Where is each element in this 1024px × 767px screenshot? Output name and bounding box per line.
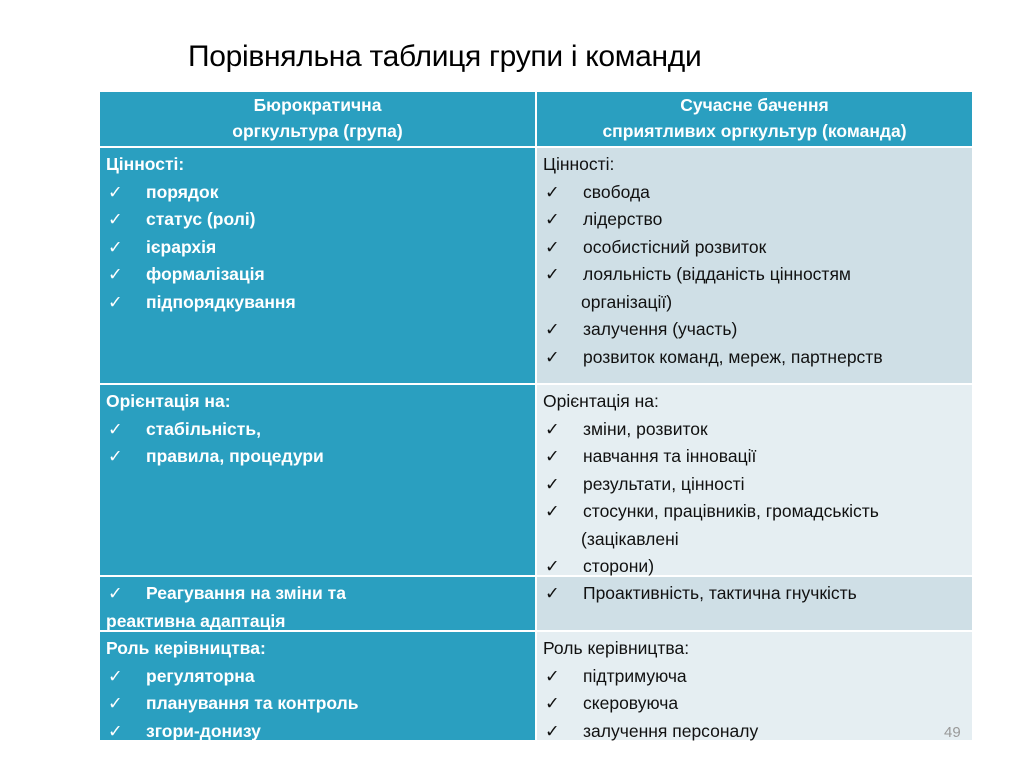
- list-item: [106, 718, 529, 746]
- check-icon: ✓: [545, 446, 560, 466]
- check-icon: ✓: [108, 236, 123, 257]
- check-icon: ✓: [108, 264, 123, 284]
- check-icon: ✓: [108, 693, 123, 713]
- list-item: [106, 690, 529, 718]
- item-text: підтримуюча: [583, 665, 687, 686]
- list-item: [106, 663, 529, 691]
- list-item: [543, 663, 966, 691]
- check-icon: ✓: [108, 720, 123, 741]
- item-continuation: організації): [581, 291, 673, 312]
- item-text: зміни, розвиток: [583, 418, 708, 439]
- item-text: стабільність,: [146, 418, 261, 439]
- item-continuation: (зацікавлені: [581, 528, 679, 549]
- item-text: особистісний розвиток: [583, 236, 767, 257]
- cell-reaction-left: [100, 577, 535, 630]
- row-heading: Цінності:: [106, 154, 185, 174]
- cell-orientation-left: [100, 385, 535, 575]
- list-item: [106, 443, 529, 471]
- table-row-management-role: [100, 632, 972, 740]
- check-icon: ✓: [545, 583, 560, 603]
- check-icon: ✓: [545, 418, 560, 439]
- check-icon: ✓: [545, 720, 560, 741]
- check-icon: ✓: [108, 583, 123, 603]
- table-row-reaction: [100, 577, 972, 630]
- row-heading: Орієнтація на:: [106, 391, 231, 411]
- list-item: [543, 316, 966, 344]
- item-continuation: реактивна адаптація: [106, 610, 286, 631]
- item-text: лідерство: [583, 209, 663, 229]
- item-text: навчання та інновації: [583, 446, 757, 466]
- list-item: [106, 206, 529, 234]
- header-left-line2: оргкультура (група): [232, 121, 403, 141]
- item-text: правила, процедури: [146, 446, 324, 466]
- list-item: [543, 498, 966, 526]
- item-text: залучення персоналу: [583, 720, 759, 741]
- row-heading: Цінності:: [543, 154, 615, 174]
- table-row-values: [100, 148, 972, 383]
- slide-title: Порівняльна таблиця групи і команди: [188, 40, 702, 73]
- check-icon: ✓: [108, 418, 123, 439]
- cell-management-right: [537, 632, 972, 740]
- check-icon: ✓: [108, 181, 123, 202]
- item-text: Реагування на зміни та: [146, 583, 346, 603]
- list-item: [543, 206, 966, 234]
- row-heading: Роль керівництва:: [543, 638, 690, 658]
- check-icon: ✓: [108, 446, 123, 466]
- header-right-line1: Сучасне бачення: [680, 95, 829, 115]
- item-text: стосунки, працівників, громадськість: [583, 501, 879, 521]
- item-text: розвиток команд, мереж, партнерств: [583, 346, 883, 367]
- item-text: регуляторна: [146, 665, 255, 686]
- comparison-table: [100, 92, 972, 740]
- cell-orientation-right: [537, 385, 972, 575]
- check-icon: ✓: [545, 264, 560, 284]
- item-text: свобода: [583, 181, 650, 202]
- list-item: [543, 261, 966, 289]
- list-item: [106, 416, 529, 444]
- list-item: [543, 443, 966, 471]
- check-icon: ✓: [545, 693, 560, 713]
- list-item: [106, 261, 529, 289]
- page-number: 49: [944, 724, 961, 741]
- check-icon: ✓: [545, 556, 560, 576]
- item-text: Проактивність, тактична гнучкість: [583, 583, 857, 603]
- check-icon: ✓: [545, 209, 560, 229]
- check-icon: ✓: [545, 236, 560, 257]
- item-text: згори-донизу: [146, 720, 261, 741]
- list-item: [543, 718, 966, 746]
- item-text: ієрархія: [146, 236, 217, 257]
- check-icon: ✓: [545, 346, 560, 367]
- header-bureaucratic: [100, 92, 535, 146]
- item-text: планування та контроль: [146, 693, 359, 713]
- table-header-row: [100, 92, 972, 146]
- cell-management-left: [100, 632, 535, 740]
- header-right-line2: сприятливих оргкультур (команда): [602, 121, 907, 141]
- check-icon: ✓: [545, 665, 560, 686]
- cell-values-right: [537, 148, 972, 383]
- list-item: [106, 179, 529, 207]
- cell-values-left: [100, 148, 535, 383]
- row-heading: Роль керівництва:: [106, 638, 266, 658]
- item-text: статус (ролі): [146, 209, 256, 229]
- check-icon: ✓: [108, 665, 123, 686]
- row-heading: Орієнтація на:: [543, 391, 659, 411]
- list-item: [543, 234, 966, 262]
- list-item: [543, 690, 966, 718]
- check-icon: ✓: [545, 181, 560, 202]
- item-text: скеровуюча: [583, 693, 679, 713]
- table-row-orientation: [100, 385, 972, 575]
- list-item: [543, 471, 966, 499]
- header-left-line1: Бюрократична: [253, 95, 382, 115]
- item-text: результати, цінності: [583, 473, 745, 494]
- check-icon: ✓: [545, 501, 560, 521]
- check-icon: ✓: [545, 473, 560, 494]
- item-text: залучення (участь): [583, 319, 738, 339]
- list-item: [543, 179, 966, 207]
- header-modern: [537, 92, 972, 146]
- list-item: [106, 580, 529, 608]
- list-item: [543, 580, 966, 608]
- check-icon: ✓: [545, 319, 560, 339]
- list-item: [543, 416, 966, 444]
- check-icon: ✓: [108, 209, 123, 229]
- cell-reaction-right: [537, 577, 972, 630]
- item-text: лояльність (відданість цінностям: [583, 264, 851, 284]
- item-text: порядок: [146, 181, 219, 202]
- item-text: підпорядкування: [146, 291, 296, 312]
- list-item: [106, 234, 529, 262]
- item-text: формалізація: [146, 264, 265, 284]
- item-text: сторони): [583, 556, 655, 576]
- list-item: [106, 289, 529, 317]
- check-icon: ✓: [108, 291, 123, 312]
- list-item: [543, 344, 966, 372]
